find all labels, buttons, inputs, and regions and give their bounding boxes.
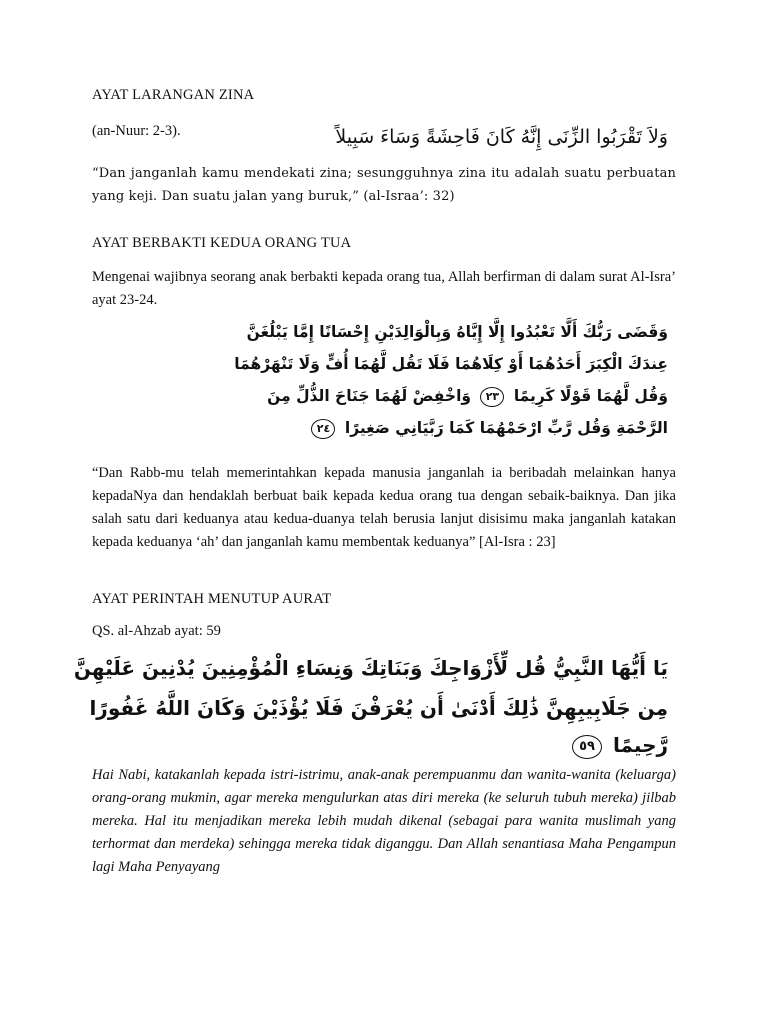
intro-berbakti: Mengenai wajibnya seorang anak berbakti kepada orang tua, Allah berfirman di dalam surat Al-Isra’ ayat 23-24. [92, 269, 676, 308]
heading-berbakti-orang-tua: AYAT BERBAKTI KEDUA ORANG TUA [92, 235, 352, 251]
ayah-number-icon: ٥٩ [572, 735, 602, 759]
arabic-segment: وَقُل لَّهُمَا قَوْلًا كَرِيمًا [513, 387, 668, 405]
arabic-verse-isra-32: وَلاَ تَقْرَبُوا الزِّنَى إِنَّهُ كَانَ فَاحِشَةً وَسَاءَ سَبِيلاً [335, 126, 668, 148]
reference-an-nuur: (an-Nuur: 2-3). [92, 123, 181, 139]
arabic-line [267, 380, 668, 412]
arabic-segment: وَاخْفِضْ لَهُمَا جَنَاحَ الذُّلِّ مِنَ [267, 387, 472, 405]
ayah-number-icon: ٢٣ [480, 387, 504, 407]
heading-larangan-zina: AYAT LARANGAN ZINA [92, 87, 255, 103]
heading-menutup-aurat: AYAT PERINTAH MENUTUP AURAT [92, 591, 332, 607]
arabic-line: عِندَكَ الْكِبَرَ أَحَدُهُمَا أَوْ كِلَاهُمَا فَلَا تَقُل لَّهُمَا أُفٍّ وَلَا تَنْهَرْهُمَا [234, 355, 668, 373]
document-page [73, 0, 676, 1024]
translation-isra-32: “Dan janganlah kamu mendekati zina; sesungguhnya zina itu adalah suatu perbuatan yang keji. Dan suatu jalan yang buruk,” (al-Israa’: 32) [92, 166, 676, 204]
translation-ahzab-59: Hai Nabi, katakanlah kepada istri-istrimu, anak-anak perempuanmu dan wanita-wanita (keluarga) orang-orang mukmin, agar mereka mengulurkan atas diri mereka (ke seluruh tubuh mereka) jilbab mereka. Hal itu menjadikan mereka lebih mudah dikenal (sebagai para wanita muslimah yang terhormat dan merdeka) sehingga mereka tidak diganggu. Dan Allah senantiasa Maha Pengampun lagi Maha Penyayang [92, 767, 676, 875]
arabic-line [316, 412, 668, 444]
arabic-verse-isra-23-24 [234, 316, 668, 444]
reference-al-ahzab: QS. al-Ahzab ayat: 59 [92, 623, 221, 639]
arabic-line [266, 728, 668, 762]
ayah-number-icon: ٢٤ [311, 419, 335, 439]
arabic-line: وَقَضَى رَبُّكَ أَلَّا تَعْبُدُوا إِلَّا إِيَّاهُ وَبِالْوَالِدَيْنِ إِحْسَانًا إِمَّا يَبْلُغَنَّ [246, 323, 668, 341]
translation-isra-23: “Dan Rabb-mu telah memerintahkan kepada manusia janganlah ia beribadah melainkan hanya kepadaNya dan hendaklah berbuat baik kepada kedua orang tua dengan sebaik-baiknya. Dan jika salah satu dari keduanya atau kedua-duanya telah berusia lanjut disisimu maka janganlah katakan kepada keduanya ‘ah’ dan janganlah kamu membentak keduanya” [Al-Isra : 23] [92, 465, 676, 550]
arabic-line: يَا أَيُّهَا النَّبِيُّ قُل لِّأَزْوَاجِكَ وَبَنَاتِكَ وَنِسَاءِ الْمُؤْمِنِينَ يُدْنِينَ عَلَيْهِنَّ [73, 656, 668, 680]
arabic-segment: الرَّحْمَةِ وَقُل رَّبِّ ارْحَمْهُمَا كَمَا رَبَّيَانِي صَغِيرًا [344, 419, 668, 437]
arabic-verse-ahzab-59 [73, 648, 668, 762]
arabic-segment: رَّحِيمًا [612, 733, 668, 757]
arabic-line: مِن جَلَابِيبِهِنَّ ذَٰلِكَ أَدْنَىٰ أَن يُعْرَفْنَ فَلَا يُؤْذَيْنَ وَكَانَ اللَّهُ غَفُورًا [89, 696, 668, 720]
